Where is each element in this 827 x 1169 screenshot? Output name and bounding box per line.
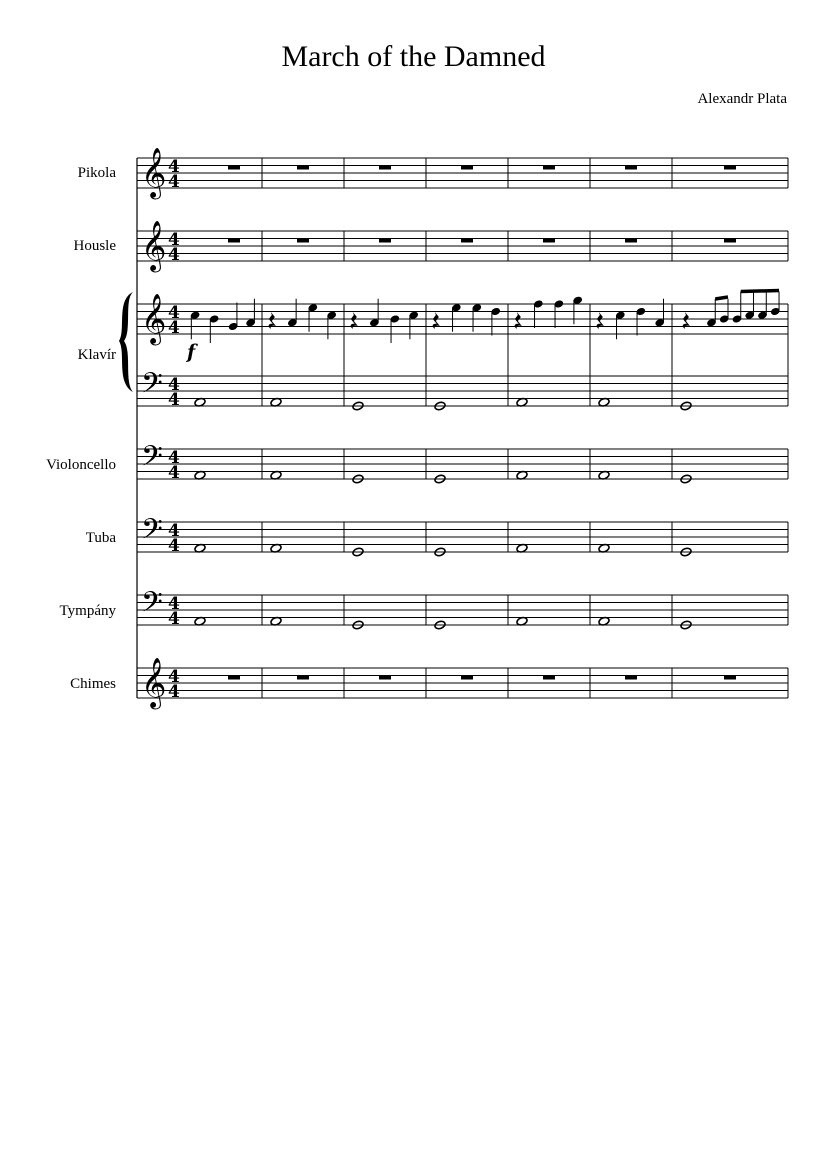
whole-rest	[625, 166, 637, 170]
instrument-name: Housle	[73, 238, 116, 254]
whole-rest	[379, 239, 391, 243]
dynamic-marking: f	[187, 341, 196, 363]
treble-clef-icon: 𝄞	[141, 294, 167, 344]
note-beam	[715, 297, 728, 299]
whole-rest	[228, 239, 240, 243]
whole-rest	[297, 239, 309, 243]
time-signature-numerator: 4	[168, 594, 180, 614]
time-signature-denominator: 4	[168, 463, 180, 483]
instrument-name: Violoncello	[46, 457, 116, 473]
note-beam	[741, 291, 779, 292]
time-signature-numerator: 4	[168, 448, 180, 468]
whole-rest	[379, 676, 391, 680]
time-signature-numerator: 4	[168, 521, 180, 541]
whole-rest	[724, 166, 736, 170]
treble-clef-icon: 𝄞	[141, 221, 167, 271]
time-signature-numerator: 4	[168, 375, 180, 395]
whole-rest	[461, 676, 473, 680]
bass-clef-icon: 𝄢	[141, 586, 163, 626]
instrument-name: Klavír	[77, 347, 116, 363]
time-signature-numerator: 4	[168, 303, 180, 323]
time-signature-denominator: 4	[168, 390, 180, 410]
bass-clef-icon: 𝄢	[141, 513, 163, 553]
treble-clef-icon: 𝄞	[141, 658, 167, 708]
whole-rest	[724, 239, 736, 243]
instrument-name: Tuba	[85, 530, 116, 546]
piano-brace	[119, 292, 133, 392]
time-signature-denominator: 4	[168, 245, 180, 265]
whole-rest	[228, 676, 240, 680]
whole-rest	[543, 239, 555, 243]
time-signature-denominator: 4	[168, 172, 180, 192]
whole-rest	[543, 676, 555, 680]
whole-rest	[461, 166, 473, 170]
instrument-name: Pikola	[77, 165, 116, 181]
time-signature-numerator: 4	[168, 230, 180, 250]
time-signature-denominator: 4	[168, 536, 180, 556]
time-signature-denominator: 4	[168, 318, 180, 338]
composer-name: Alexandr Plata	[697, 91, 787, 107]
whole-rest	[461, 239, 473, 243]
whole-rest	[543, 166, 555, 170]
bass-clef-icon: 𝄢	[141, 440, 163, 480]
time-signature-denominator: 4	[168, 609, 180, 629]
time-signature-numerator: 4	[168, 667, 180, 687]
instrument-name: Chimes	[70, 676, 116, 692]
score-title: March of the Damned	[281, 40, 546, 73]
treble-clef-icon: 𝄞	[141, 148, 167, 198]
whole-rest	[297, 676, 309, 680]
instrument-name: Tympány	[59, 603, 116, 619]
bass-clef-icon: 𝄢	[141, 367, 163, 407]
whole-rest	[297, 166, 309, 170]
time-signature-numerator: 4	[168, 157, 180, 177]
whole-rest	[379, 166, 391, 170]
whole-rest	[228, 166, 240, 170]
whole-rest	[724, 676, 736, 680]
whole-rest	[625, 239, 637, 243]
whole-rest	[625, 676, 637, 680]
time-signature-denominator: 4	[168, 682, 180, 702]
